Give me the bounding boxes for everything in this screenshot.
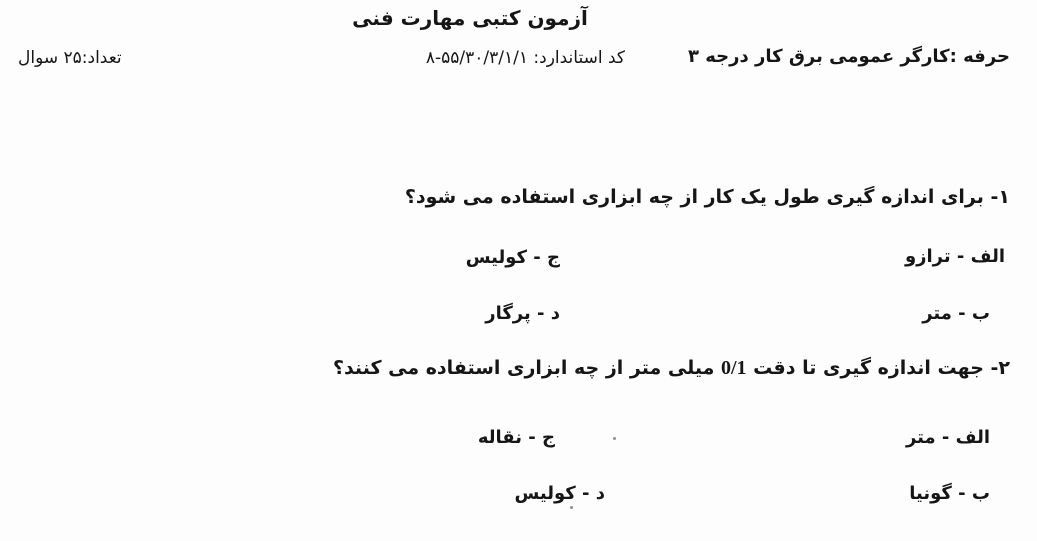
standard-code-value: ۸-۵۵/۳۰/۳/۱/۱ xyxy=(425,48,528,68)
q2-option-alef: الف - متر xyxy=(905,427,990,448)
question-2-post: میلی متر از چه ابزاری استفاده می کنند؟ xyxy=(332,357,715,379)
q2-option-jim: ج - نقاله xyxy=(477,427,555,448)
q1-option-dal: د - پرگار xyxy=(485,303,560,324)
question-2-text xyxy=(333,357,1010,380)
q1-option-alef: الف - ترازو xyxy=(904,246,1005,267)
header-standard-code xyxy=(426,48,625,68)
scan-speck-2 xyxy=(570,506,573,509)
q2-option-dal: د - کولیس xyxy=(514,483,605,504)
q1-option-be: ب - متر xyxy=(922,303,990,324)
q2-option-be: ب - گونیا xyxy=(909,483,990,504)
scan-speck-1 xyxy=(613,437,616,440)
header-profession: حرفه :کارگر عمومی برق کار درجه ۳ xyxy=(687,46,1010,67)
header-question-count: تعداد:۲۵ سوال xyxy=(18,48,122,68)
doc-title: آزمون کتبی مهارت فنی xyxy=(352,6,588,30)
question-2-decimal-value: 0/1 xyxy=(720,357,747,379)
q1-option-jim: ج - کولیس xyxy=(465,247,560,268)
question-1-text: ۱- برای اندازه گیری طول یک کار از چه ابزاری استفاده می شود؟ xyxy=(404,186,1010,208)
standard-code-label: کد استاندارد: xyxy=(533,48,625,68)
question-2-pre: ۲- جهت اندازه گیری تا دقت xyxy=(753,357,1010,379)
